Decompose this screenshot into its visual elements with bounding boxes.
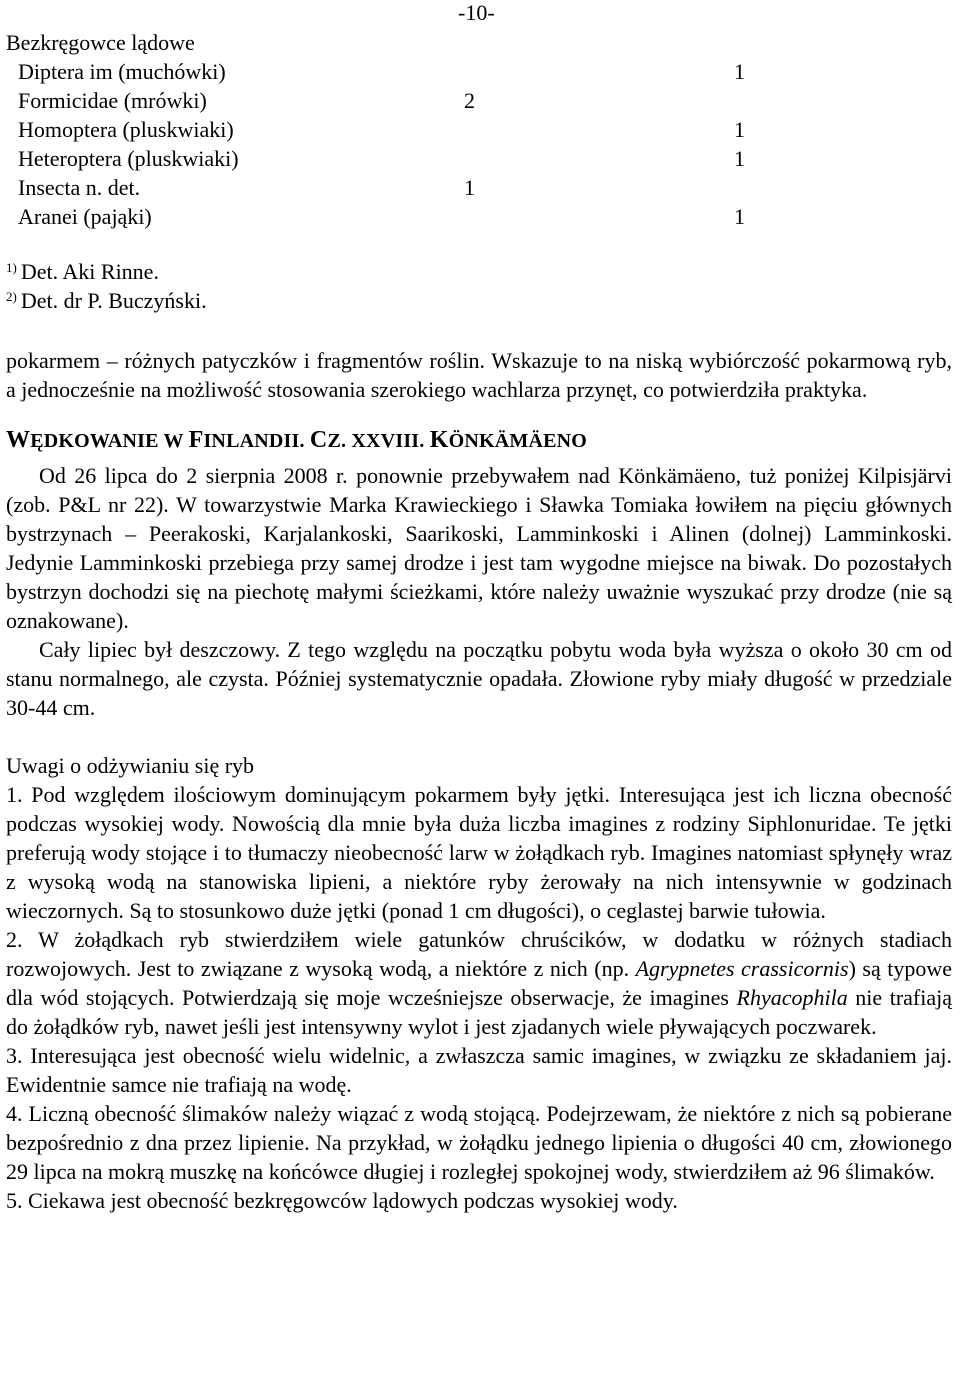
list-row: [6, 173, 946, 202]
article-body: [6, 346, 952, 1215]
count-col2: 2: [464, 88, 475, 113]
section-paragraph: Od 26 lipca do 2 sierpnia 2008 r. ponownie przebywałem nad Könkämäeno, tuż poniżej Kilpisjärvi (zob. P&L nr 22). W towarzystwie Marka Krawieckiego i Sławka Tomiaka łowiłem na pięciu głównych bystrzynach – Peerakoski, Karjalankoski, Saarikoski, Lamminkoski i Alinen (dolnej) Lamminkoski. Jedynie Lamminkoski przebiega przy samej drodze i jest tam wygodne miejsce na biwak. Do pozostałych bystrzyn dochodzi się na piechotę małymi ścieżkami, które należy uważnie wyszukać przy drodze (nie są oznakowane).: [6, 463, 952, 633]
section-paragraph: Cały lipiec był deszczowy. Z tego względu na początku pobytu woda była wyższa o około 30 cm od stanu normalnego, ale czysta. Później systematycznie opadała. Złowione ryby miały długość w przedziale 30-44 cm.: [6, 637, 952, 720]
count-col3: 1: [734, 204, 745, 229]
count-col3: 1: [734, 146, 745, 171]
diet-item: 3. Interesująca jest obecność wielu widelnic, a zwłaszcza samic imagines, w związku ze składaniem jaj. Ewidentnie samce nie trafiają na wodę.: [6, 1043, 952, 1097]
taxon-name: Formicidae (mrówki): [18, 88, 207, 113]
diet-item: 2. W żołądkach ryb stwierdziłem wiele gatunków chruścików, w dodatku w różnych stadiach rozwojowych. Jest to związane z wysoką wodą, a niektóre z nich (np. Agrypnetes crassicornis) są typowe dla wód stojących. Potwierdzają się moje wcześniejsze obserwacje, że imagines Rhyacophila nie trafiają do żołądków ryb, nawet jeśli jest intensywny wylot i jest zjadanych wiele pływających poczwarek.: [6, 927, 953, 1039]
species-name: Agrypnetes crassicornis: [635, 956, 849, 981]
list-row: [6, 144, 946, 173]
footnote-mark: 2): [6, 289, 17, 304]
list-row: [6, 57, 946, 86]
list-row: [6, 86, 946, 115]
continuation-paragraph: pokarmem – różnych patyczków i fragmentów roślin. Wskazuje to na niską wybiórczość pokarmową ryb, a jednocześnie na możliwość stosowania szerokiego wachlarza przynęt, co potwierdziła praktyka.: [6, 348, 952, 402]
taxon-name: Aranei (pająki): [18, 204, 152, 229]
footnote-text: Det. Aki Rinne.: [20, 259, 159, 284]
list-row: [6, 202, 946, 231]
page-number: -10-: [458, 0, 495, 25]
taxon-name: Diptera im (muchówki): [18, 59, 226, 84]
footnotes: [6, 257, 207, 315]
genus-name: Rhyacophila: [736, 985, 848, 1010]
count-col3: 1: [734, 117, 745, 142]
diet-item: 1. Pod względem ilościowym dominującym pokarmem były jętki. Interesująca jest ich liczna obecność podczas wysokiej wody. Nowością dla mnie była duża liczba imagines z rodziny Siphlonuridae. Te jętki preferują wody stojące i to tłumaczy nieobecność larw w żołądkach ryb. Imagines natomiast spłynęły wraz z wysoką wodą na stanowiska lipieni, a niektóre ryby żerowały na nich intensywnie w godzinach wieczornych. Są to stosunkowo duże jętki (ponad 1 cm długości), o ceglastej barwie tułowia.: [6, 782, 952, 923]
diet-item: 5. Ciekawa jest obecność bezkręgowców lądowych podczas wysokiej wody.: [6, 1188, 678, 1213]
diet-item: 4. Liczną obecność ślimaków należy wiązać z wodą stojącą. Podejrzewam, że niektóre z nich są pobierane bezpośrednio z dna przez lipienie. Na przykład, w żołądku jednego lipienia o długości 40 cm, złowionego 29 lipca na mokrą muszkę na końcówce długiej i rozległej spokojnej wody, stwierdziłem aż 96 ślimaków.: [6, 1101, 952, 1184]
list-row: [6, 115, 946, 144]
count-col3: 1: [734, 59, 745, 84]
footnote-mark: 1): [6, 260, 17, 275]
taxon-name: Insecta n. det.: [18, 175, 141, 200]
invertebrate-list: [6, 28, 946, 231]
count-col2: 1: [464, 175, 475, 200]
taxon-name: Heteroptera (pluskwiaki): [18, 146, 239, 171]
footnote-text: Det. dr P. Buczyński.: [20, 288, 207, 313]
footnote: [6, 286, 207, 315]
diet-heading: Uwagi o odżywianiu się ryb: [6, 753, 255, 778]
taxon-name: Homoptera (pluskwiaki): [18, 117, 234, 142]
section-title: WĘDKOWANIE W FINLANDII. CZ. XXVIII. KÖNKÄMÄENO: [6, 427, 588, 453]
footnote: [6, 257, 207, 286]
list-heading: Bezkręgowce lądowe: [6, 30, 195, 55]
